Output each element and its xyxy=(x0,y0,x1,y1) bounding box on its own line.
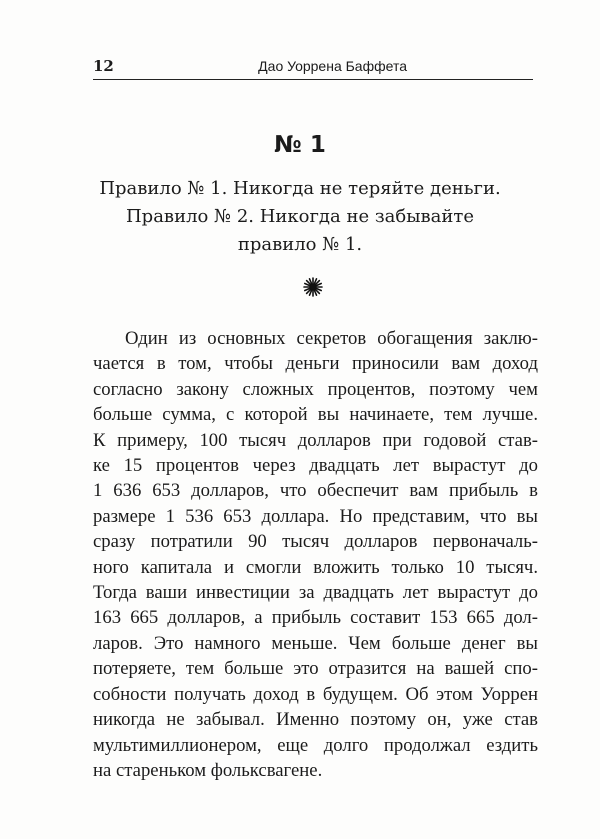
text-line: собности получать доход в будущем. Об этом Уоррен xyxy=(93,683,538,705)
epigraph-line: Правило № 2. Никогда не забывайте xyxy=(125,206,475,227)
text-line: мультимиллионером, еще долго продолжал ездить xyxy=(93,734,538,756)
text-line: 1 636 653 долларов, что обеспечит вам прибыль в xyxy=(93,480,538,502)
epigraph-line: правило № 1. xyxy=(237,234,363,255)
running-header xyxy=(93,57,533,80)
text-line: чается в том, чтобы деньги приносили вам доход xyxy=(93,353,538,375)
text-line: больше сумма, с которой вы начинаете, тем лучше. xyxy=(93,404,538,426)
text-line: Один из основных секретов обогащения заклю- xyxy=(125,328,538,349)
page-number: 12 xyxy=(93,57,114,75)
text-line: согласно закону сложных процентов, поэтому чем xyxy=(93,378,538,400)
running-title: Дао Уоррена Баффета xyxy=(258,58,407,74)
text-line: никогда не забывал. Именно поэтому он, уже став xyxy=(93,709,538,731)
text-line: ного капитала и смогли вложить только 10 тысяч. xyxy=(93,556,538,578)
text-line: ларов. Это намного меньше. Чем больше денег вы xyxy=(93,632,538,654)
text-line: сразу потратили 90 тысяч долларов первоначаль- xyxy=(93,531,538,553)
chapter-title: № 1 xyxy=(274,132,326,158)
starburst-icon xyxy=(303,277,323,297)
text-line: на стареньком фольксвагене. xyxy=(93,759,323,781)
text-line: Тогда ваши инвестиции за двадцать лет вырастут до xyxy=(93,582,538,604)
text-line: ке 15 процентов через двадцать лет вырастут до xyxy=(93,455,538,477)
body-paragraph xyxy=(93,326,538,783)
text-line: потеряете, тем больше это отразится на вашей спо- xyxy=(93,658,538,680)
epigraph xyxy=(90,175,510,259)
epigraph-line: Правило № 1. Никогда не теряйте деньги. xyxy=(99,178,501,199)
text-line: 163 665 долларов, а прибыль составит 153 665 дол- xyxy=(93,607,538,629)
text-line: К примеру, 100 тысяч долларов при годовой став- xyxy=(93,429,538,451)
text-line: размере 1 536 653 доллара. Но представим, что вы xyxy=(93,505,538,527)
